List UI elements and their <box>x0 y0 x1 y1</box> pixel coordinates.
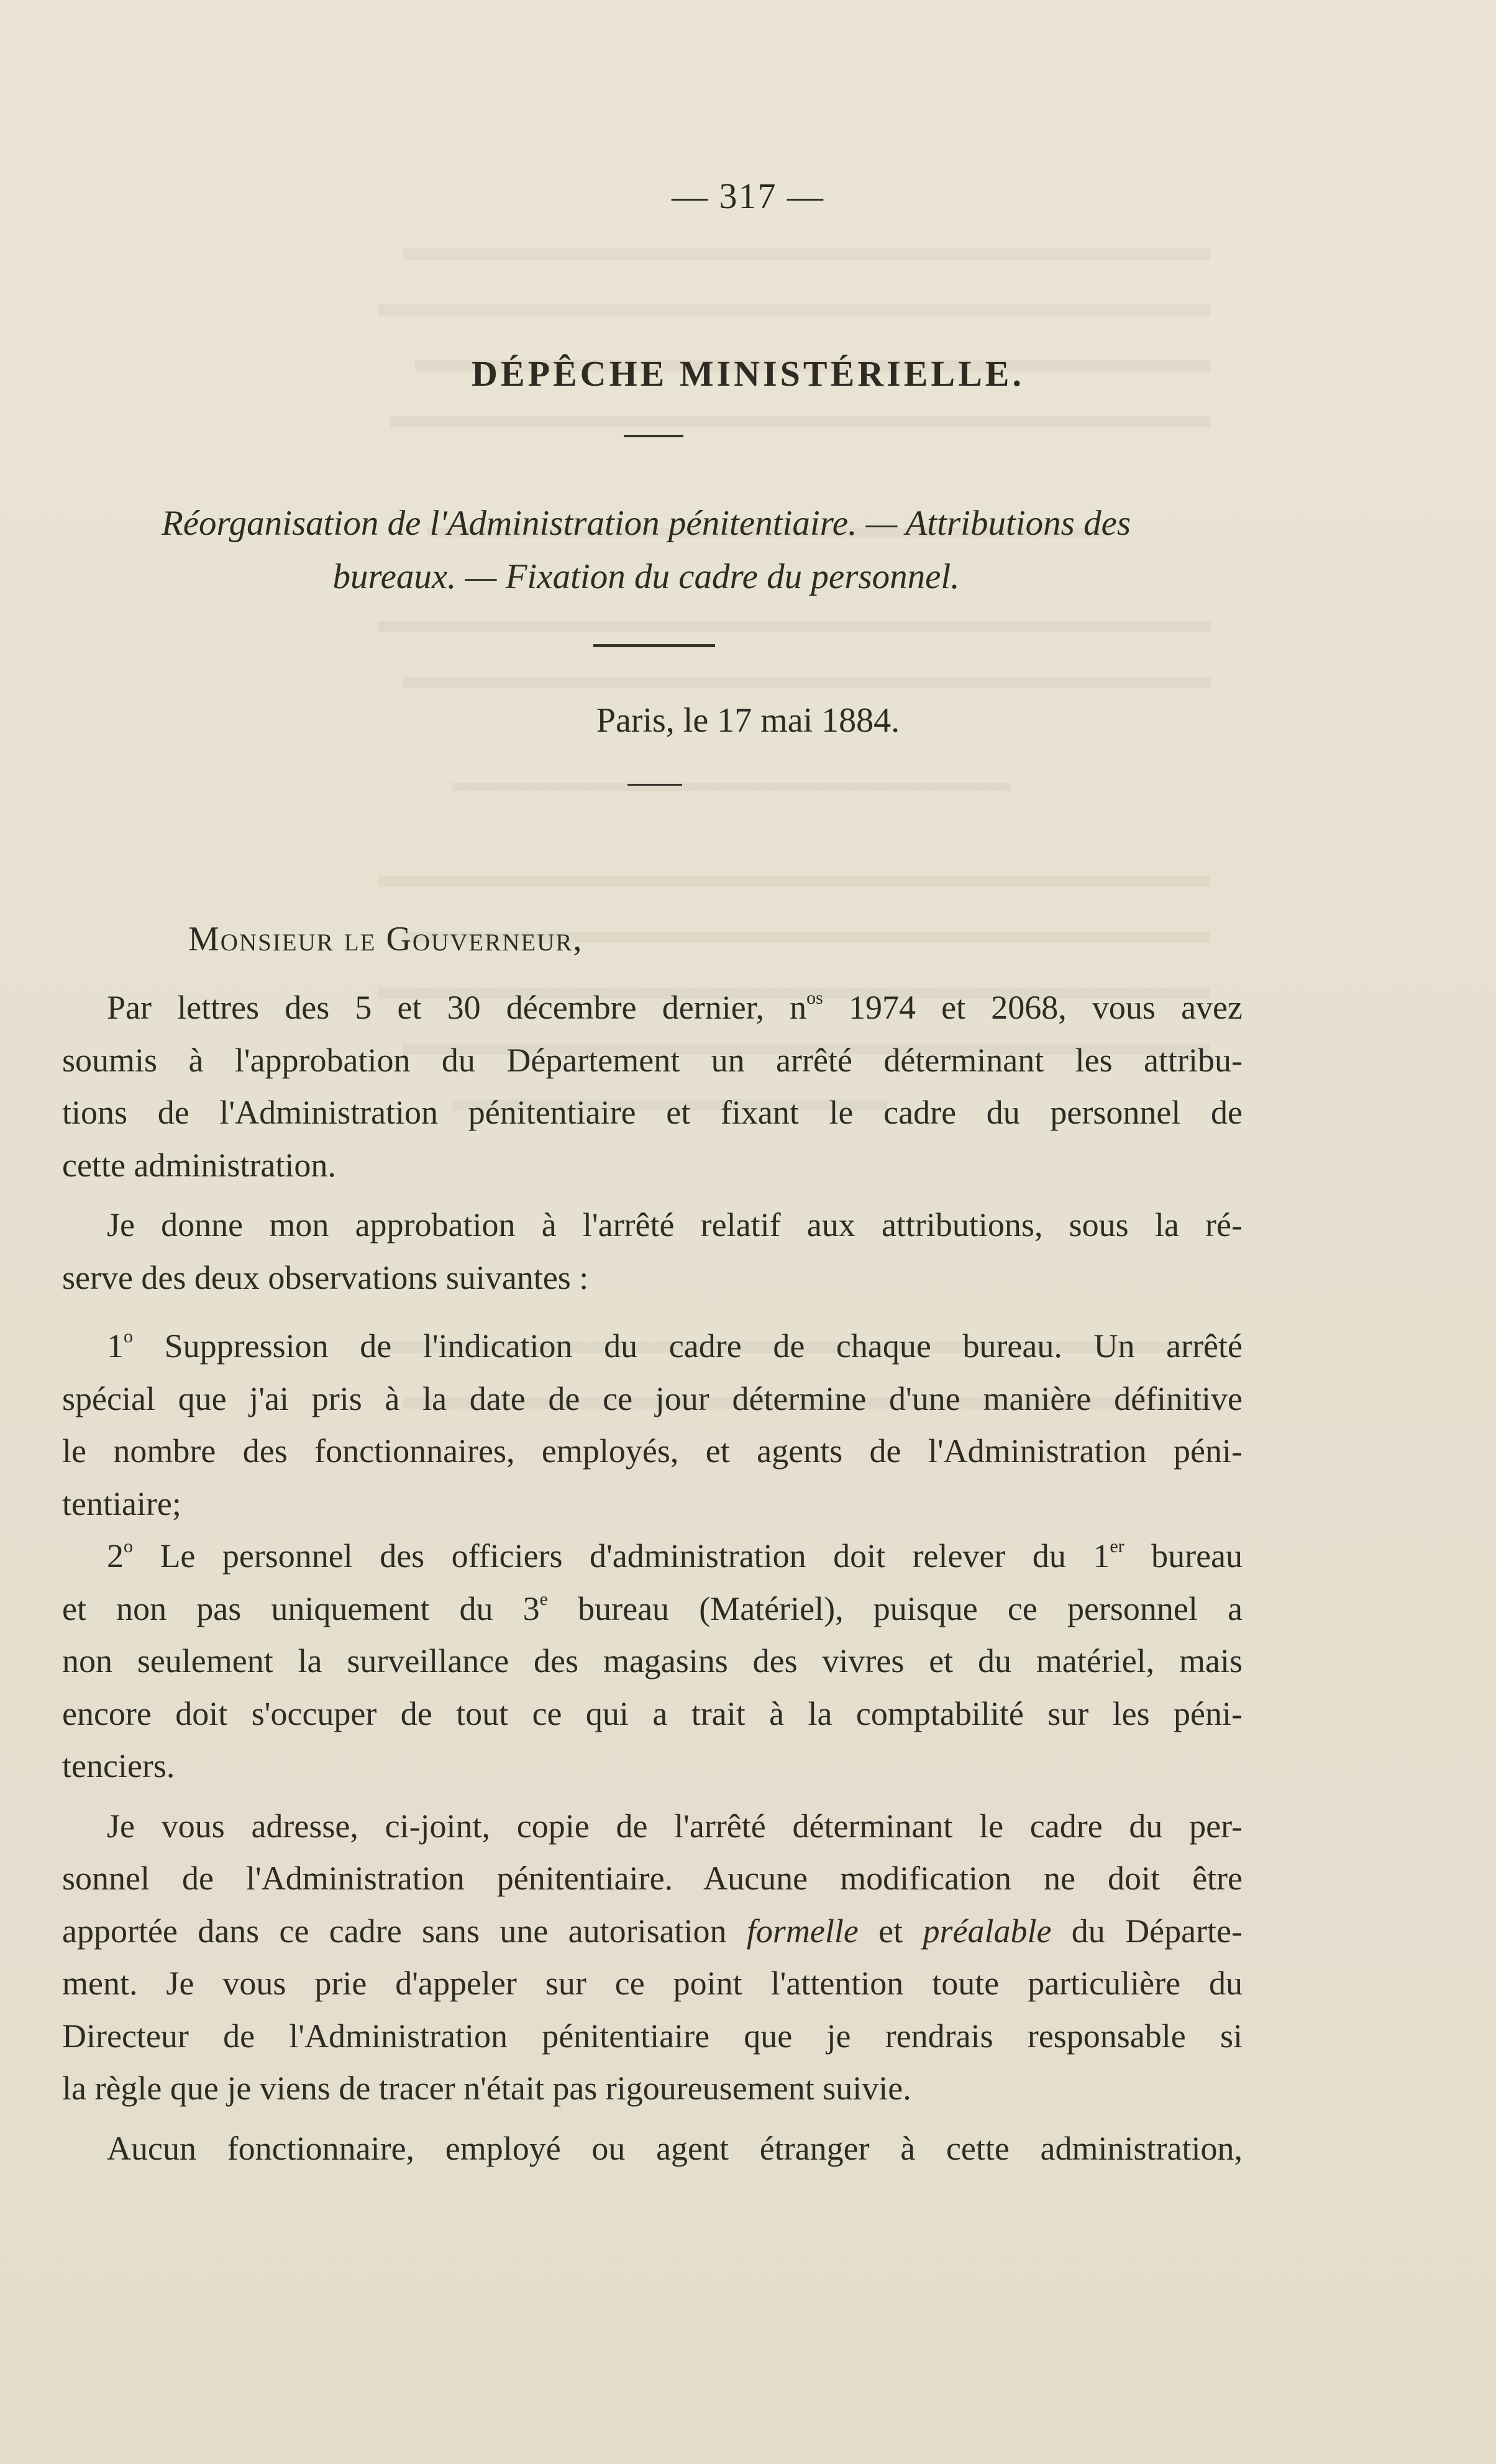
page-number: — 317 — <box>672 176 824 216</box>
subject-line-2: bureaux. — Fixation du cadre du personnel. <box>332 557 960 596</box>
body-line: tentiaire; <box>62 1484 181 1522</box>
body-line: ment. Je vous prie d'appeler sur ce point l'attention toute particulière du <box>62 1965 1243 2002</box>
body-line: et non pas uniquement du 3e bureau (Matériel), puisque ce personnel a <box>62 1588 1243 1627</box>
body-line: spécial que j'ai pris à la date de ce jour détermine d'une manière définitive <box>62 1380 1243 1417</box>
body-line: cette administration. <box>62 1146 336 1184</box>
body-line: Directeur de l'Administration pénitentiaire que je rendrais responsable si <box>62 2017 1243 2055</box>
body-line: tions de l'Administration pénitentiaire et fixant le cadre du personnel de <box>62 1094 1243 1131</box>
body-line: serve des deux observations suivantes : <box>62 1258 589 1296</box>
salutation: Monsieur le Gouverneur, <box>188 920 583 958</box>
letter-body <box>62 981 1243 2175</box>
body-line: 1$^o$ Suppression de l'indication du cadre de chaque bureau. Un arrêté <box>107 1326 1243 1365</box>
body-line: encore doit s'occuper de tout ce qui a trait à la comptabilité sur les péni- <box>62 1694 1243 1732</box>
dateline-rule <box>627 784 682 786</box>
subject-line-1: Réorganisation de l'Administration pénitentiaire. — Attributions des <box>161 504 1131 543</box>
body-line: la règle que je viens de tracer n'était pas rigoureusement suivie. <box>62 2070 911 2107</box>
dateline: Paris, le 17 mai 1884. <box>596 701 900 740</box>
title-rule <box>624 435 683 437</box>
body-line: Aucun fonctionnaire, employé ou agent étranger à cette administration, <box>107 2129 1243 2167</box>
document-title: DÉPÊCHE MINISTÉRIELLE. <box>472 353 1024 394</box>
body-line: Je donne mon approbation à l'arrêté relatif aux attributions, sous la ré- <box>107 1206 1243 1243</box>
subject-rule <box>593 644 715 647</box>
body-line: Je vous adresse, ci-joint, copie de l'arrêté déterminant le cadre du per- <box>107 1807 1243 1845</box>
body-line: non seulement la surveillance des magasins des vivres et du matériel, mais <box>62 1642 1243 1680</box>
body-line: sonnel de l'Administration pénitentiaire. Aucune modification ne doit être <box>62 1860 1243 1897</box>
body-line: Par lettres des 5 et 30 décembre dernier, $n^{os}$ 1974 et 2068, vous avez <box>107 988 1243 1026</box>
body-line: 2$^o$ Le personnel des officiers d'administration doit relever du 1er bureau <box>107 1536 1243 1575</box>
body-line: tenciers. <box>62 1747 175 1784</box>
body-line: le nombre des fonctionnaires, employés, et agents de l'Administration péni- <box>62 1432 1243 1470</box>
body-line: soumis à l'approbation du Département un arrêté déterminant les attribu- <box>62 1041 1243 1079</box>
body-line: apportée dans ce cadre sans une autorisation formelle et préalable du Départe- <box>62 1912 1243 1950</box>
subject-heading <box>93 497 1199 604</box>
